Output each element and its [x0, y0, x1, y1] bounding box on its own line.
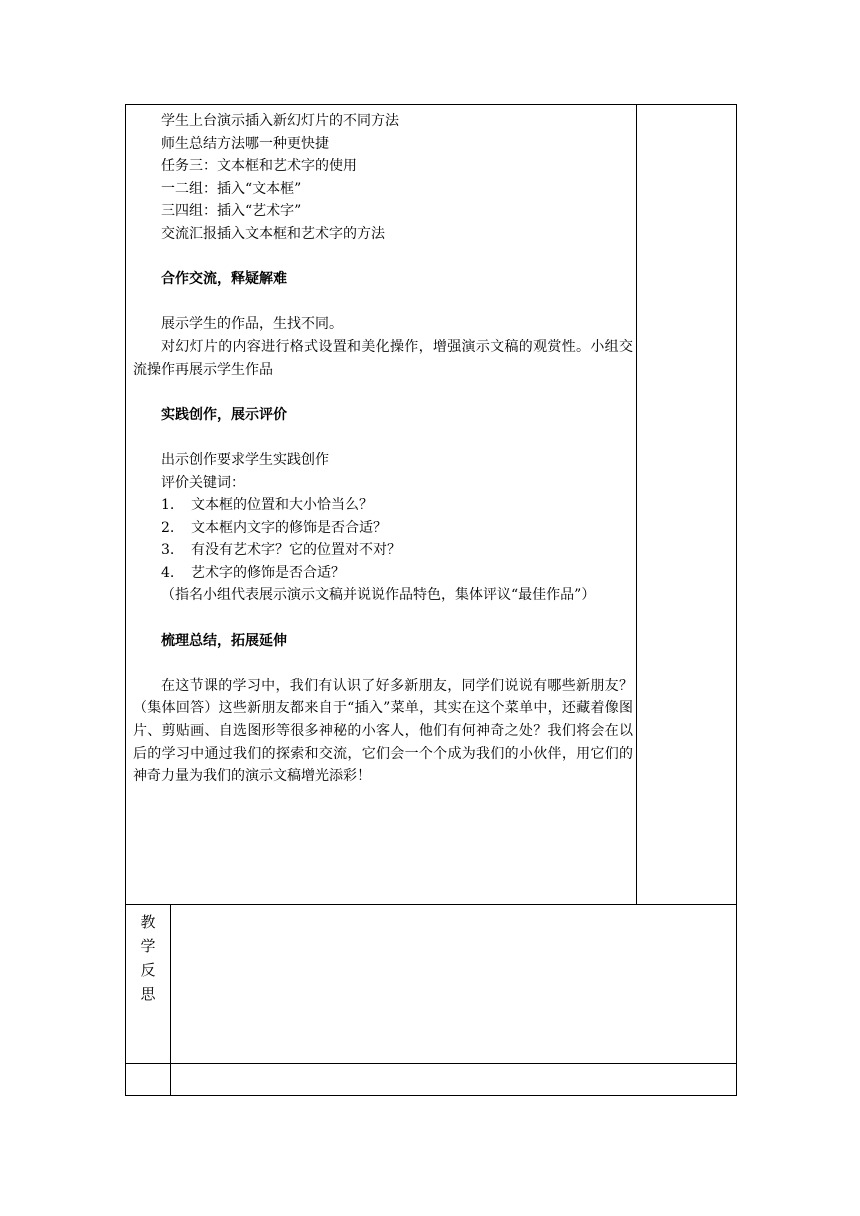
- list-item-text: 文本框内文字的修饰是否合适？: [191, 519, 387, 536]
- bottom-row-divider: [125, 1063, 737, 1064]
- blank-line: [133, 381, 633, 404]
- text-line: 展示学生的作品，生找不同。: [161, 316, 343, 333]
- section-heading: 梳理总结，拓展延伸: [161, 632, 287, 649]
- paragraph: 对幻灯片的内容进行格式设置和美化操作，增强演示文稿的观赏性。小组交流操作再展示学生作品: [133, 338, 633, 378]
- list-item: [133, 517, 633, 540]
- text-line: 出示创作要求学生实践创作: [161, 451, 329, 468]
- text-line: 评价关键词：: [161, 474, 245, 491]
- text-line: 一二组：插入“文本框”: [161, 180, 302, 197]
- text-line: 交流汇报插入文本框和艺术字的方法: [161, 225, 385, 242]
- section-divider: [125, 904, 737, 905]
- notes-column-divider: [636, 104, 637, 905]
- lesson-content: [133, 110, 633, 788]
- reflection-label-char: 思: [140, 985, 156, 1003]
- section-heading: 合作交流，释疑解难: [161, 271, 287, 288]
- blank-line: [133, 246, 633, 269]
- list-item: [133, 494, 633, 517]
- list-item: [133, 539, 633, 562]
- list-item-text: 文本框的位置和大小恰当么？: [191, 497, 373, 514]
- blank-line: [133, 291, 633, 314]
- reflection-label-char: 教: [140, 913, 156, 931]
- text-line: （指名小组代表展示演示文稿并说说作品特色，集体评议“最佳作品”）: [161, 587, 596, 604]
- blank-line: [133, 426, 633, 449]
- text-line: 任务三：文本框和艺术字的使用: [161, 158, 357, 175]
- list-item: [133, 562, 633, 585]
- text-line: 师生总结方法哪一种更快捷: [161, 135, 329, 152]
- blank-line: [133, 652, 633, 675]
- list-item-text: 艺术字的修饰是否合适？: [191, 564, 345, 581]
- list-item-number: 1.: [161, 497, 175, 514]
- label-column-divider: [170, 904, 171, 1096]
- reflection-label-char: 学: [140, 937, 156, 955]
- list-item-number: 4.: [161, 564, 175, 581]
- reflection-label-char: 反: [140, 961, 156, 979]
- text-line: 学生上台演示插入新幻灯片的不同方法: [161, 113, 399, 129]
- reflection-label: [130, 910, 166, 1006]
- paragraph: 在这节课的学习中，我们有认识了好多新朋友，同学们说说有哪些新朋友？（集体回答）这些新朋友都来自于“插入”菜单，其实在这个菜单中，还藏着像图片、剪贴画、自选图形等很多神秘的小客人，他们有何神奇之处？我们将会在以后的学习中通过我们的探索和交流，它们会一个个成为我们的小伙伴，用它们的神奇力量为我们的演示文稿增光添彩！: [133, 677, 633, 785]
- text-line: 三四组：插入“艺术字”: [161, 203, 302, 220]
- list-item-text: 有没有艺术字？它的位置对不对？: [191, 542, 401, 559]
- list-item-number: 3.: [161, 542, 175, 559]
- list-item-number: 2.: [161, 519, 175, 536]
- blank-line: [133, 607, 633, 630]
- section-heading: 实践创作，展示评价: [161, 406, 287, 423]
